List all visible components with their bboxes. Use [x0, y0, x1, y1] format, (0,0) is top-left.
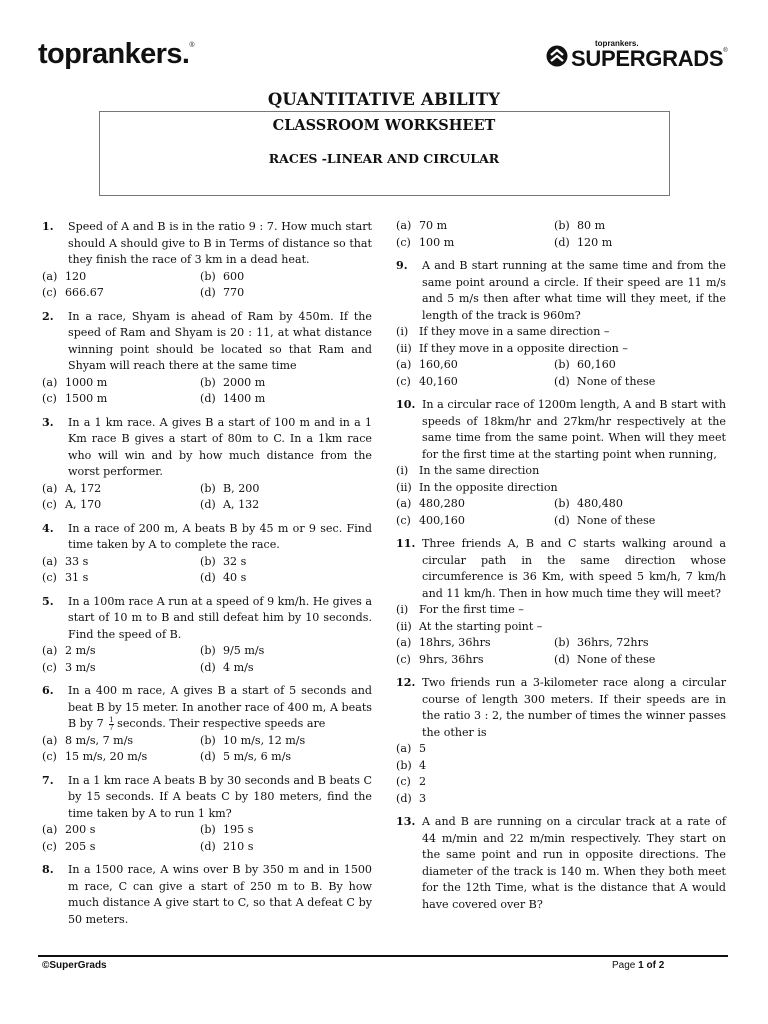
option-d: (d) None of these [554, 374, 656, 388]
question-11 [396, 536, 726, 668]
option-b: (b) 32 s [200, 554, 247, 568]
logo-right-big-text: SUPERGRADS [571, 46, 724, 71]
question-number: 6. [42, 684, 54, 697]
right-column [396, 218, 726, 913]
option-b: (b) 36hrs, 72hrs [554, 636, 649, 649]
option-d: (d) 1400 m [200, 392, 266, 405]
option-d: (d) 210 s [200, 839, 254, 853]
question-10 [396, 397, 726, 529]
page-number: Page 1 of 2 [612, 960, 665, 971]
option-d: (d) None of these [554, 652, 656, 666]
option-a: (a) 480,280 [396, 497, 465, 510]
option-b: (b) 600 [200, 269, 245, 283]
question-text: In a race, Shyam is ahead of Ram by 450m. If the speed of Ram and Shyam is 20 : 11, at what distance winning point should be located so that Ram and Shyam will reach there at the same time [68, 309, 372, 372]
sub-part-ii: (ii) At the starting point – [396, 619, 543, 633]
option-b: (b) 9/5 m/s [200, 644, 265, 657]
option-a: (a) 70 m [396, 219, 448, 232]
option-c: (c) 3 m/s [42, 660, 96, 674]
option-a: (a) A, 172 [42, 481, 102, 495]
question-text: In a 100m race A run at a speed of 9 km/h. He gives a start of 10 m to B and still defeat him by 10 seconds. Find the speed of B. [68, 594, 372, 641]
question-5 [42, 594, 372, 677]
question-text: In a 400 m race, A gives B a start of 5 seconds and beat B by 15 meter. In another race of 400 m, A beats B by 7 $\frac{1}{7}$ seconds. Their respective speeds are [68, 684, 372, 732]
option-b: (b) 80 m [554, 219, 606, 232]
option-d: (d) 40 s [200, 571, 247, 584]
option-a: (a) 120 [42, 269, 87, 283]
sub-part-i: (i) For the first time – [396, 603, 524, 616]
option-c: (c) 15 m/s, 20 m/s [42, 750, 148, 763]
option-d: (d) 120 m [554, 235, 613, 249]
question-number: 7. [42, 773, 54, 787]
footer-copyright: ©SuperGrads [42, 960, 107, 971]
option-d: (d) 770 [200, 286, 245, 299]
option-d: (d) 3 [396, 791, 427, 805]
question-text: Two friends run a 3-kilometer race along a circular course of length 300 meters. If their speeds are in the ratio 3 : 2, the number of times the winner passes the other is [422, 676, 726, 739]
toprankers-logo [38, 38, 194, 71]
question-text: In a 1500 race, A wins over B by 350 m and in 1500 m race, C can give a start of 250 m to B. By how much distance A give start to C, so that A defeat C by 50 meters. [68, 863, 372, 926]
sub-part-ii: (ii) In the opposite direction [396, 480, 558, 494]
option-c: (c) 40,160 [396, 374, 458, 388]
logo-right-small-text: toprankers. [595, 39, 639, 48]
question-4 [42, 521, 372, 587]
question-number: 11. [396, 537, 416, 550]
option-a: (a) 18hrs, 36hrs [396, 636, 491, 649]
question-number: 9. [396, 259, 408, 272]
question-number: 13. [396, 815, 416, 828]
question-number: 3. [42, 415, 54, 429]
sub-part-ii: (ii) If they move in a opposite direction – [396, 341, 628, 355]
option-a: (a) 5 [396, 742, 427, 755]
worksheet-title: QUANTITATIVE ABILITY [267, 90, 501, 109]
question-12 [396, 675, 726, 807]
option-a: (a) 33 s [42, 554, 89, 568]
chevron-badge-icon [546, 43, 568, 69]
left-column [42, 219, 372, 928]
option-c: (c) 2 [396, 775, 427, 788]
option-c: (c) 205 s [42, 839, 96, 853]
option-a: (a) 200 s [42, 823, 96, 836]
option-c: (c) A, 170 [42, 498, 102, 511]
question-text: Speed of A and B is in the ratio 9 : 7. How much start should A should give to B in Terms of distance so that they finish the race of 3 km in a dead heat. [68, 220, 372, 266]
option-a: (a) 2 m/s [42, 644, 96, 657]
question-text: Three friends A, B and C starts walking around a circular path in the same direction whose circumference is 36 Km, with speed 5 km/h, 7 km/h and 11 km/h. Then in how much time they will meet? [422, 537, 726, 600]
question-text: In a circular race of 1200m length, A and B start with speeds of 18km/hr and 27km/hr respectively at the same time from the same point. When will they meet for the first time at the starting point when running, [422, 398, 726, 461]
question-13 [396, 814, 726, 913]
option-b: (b) 480,480 [554, 497, 623, 510]
logo-left-text: toprankers. [38, 38, 190, 70]
logo-left-trademark: ® [189, 42, 194, 49]
question-text: In a 1 km race A beats B by 30 seconds and B beats C by 15 seconds. If A beats C by 180 meters, find the time taken by A to run 1 km? [68, 773, 372, 820]
option-c: (c) 400,160 [396, 513, 465, 527]
option-d: (d) 5 m/s, 6 m/s [200, 750, 292, 763]
option-a: (a) 8 m/s, 7 m/s [42, 733, 134, 747]
option-c: (c) 1500 m [42, 392, 108, 405]
question-text: In a race of 200 m, A beats B by 45 m or 9 sec. Find time taken by A to complete the race. [68, 521, 372, 551]
logo-right-trademark: ® [723, 48, 728, 54]
question-2 [42, 309, 372, 408]
worksheet-topic: RACES -LINEAR AND CIRCULAR [268, 151, 500, 166]
option-b: (b) 195 s [200, 823, 254, 836]
option-d: (d) A, 132 [200, 498, 260, 511]
supergrads-logo [546, 40, 728, 71]
question-number: 4. [42, 521, 54, 535]
option-d: (d) 4 m/s [200, 660, 254, 674]
option-c: (c) 9hrs, 36hrs [396, 652, 484, 666]
question-number: 12. [396, 676, 416, 689]
question-8-options [396, 218, 726, 251]
footer-divider [38, 955, 728, 957]
question-text: In a 1 km race. A gives B a start of 100 m and in a 1 Km race B gives a start of 80m to C. In a 1km race who will win and by how much distance from the worst performer. [68, 415, 372, 478]
sub-part-i: (i) If they move in a same direction – [396, 325, 610, 338]
sub-part-i: (i) In the same direction [396, 464, 540, 477]
option-b: (b) 2000 m [200, 375, 266, 389]
option-c: (c) 666.67 [42, 286, 104, 299]
question-3 [42, 415, 372, 514]
option-d: (d) None of these [554, 513, 656, 527]
question-number: 10. [396, 398, 416, 411]
question-number: 5. [42, 594, 54, 608]
option-a: (a) 160,60 [396, 358, 458, 371]
question-8 [42, 862, 372, 928]
question-1 [42, 219, 372, 302]
worksheet-subtitle: CLASSROOM WORKSHEET [272, 117, 496, 134]
question-number: 8. [42, 863, 54, 876]
question-text: A and B start running at the same time and from the same point around a circle. If their speed are 11 m/s and 5 m/s then after what time will they meet, if the length of the track is 960m? [422, 259, 726, 322]
question-6 [42, 683, 372, 766]
fraction: $\frac{1}{7}$ [109, 715, 114, 732]
question-number: 1. [42, 220, 54, 233]
question-text: A and B are running on a circular track at a rate of 44 m/min and 22 m/min respectively. They start on the same point and run in opposite directions. The diameter of the track is 140 m. When they both meet for the 12th Time, what is the distance that A would have covered over B? [422, 815, 726, 911]
question-number: 2. [42, 309, 54, 323]
question-7 [42, 773, 372, 856]
question-9 [396, 258, 726, 390]
option-c: (c) 31 s [42, 571, 89, 584]
option-b: (b) 4 [396, 758, 427, 772]
option-a: (a) 1000 m [42, 375, 108, 389]
option-c: (c) 100 m [396, 235, 455, 249]
option-b: (b) B, 200 [200, 481, 260, 495]
option-b: (b) 60,160 [554, 358, 616, 371]
option-b: (b) 10 m/s, 12 m/s [200, 733, 306, 747]
